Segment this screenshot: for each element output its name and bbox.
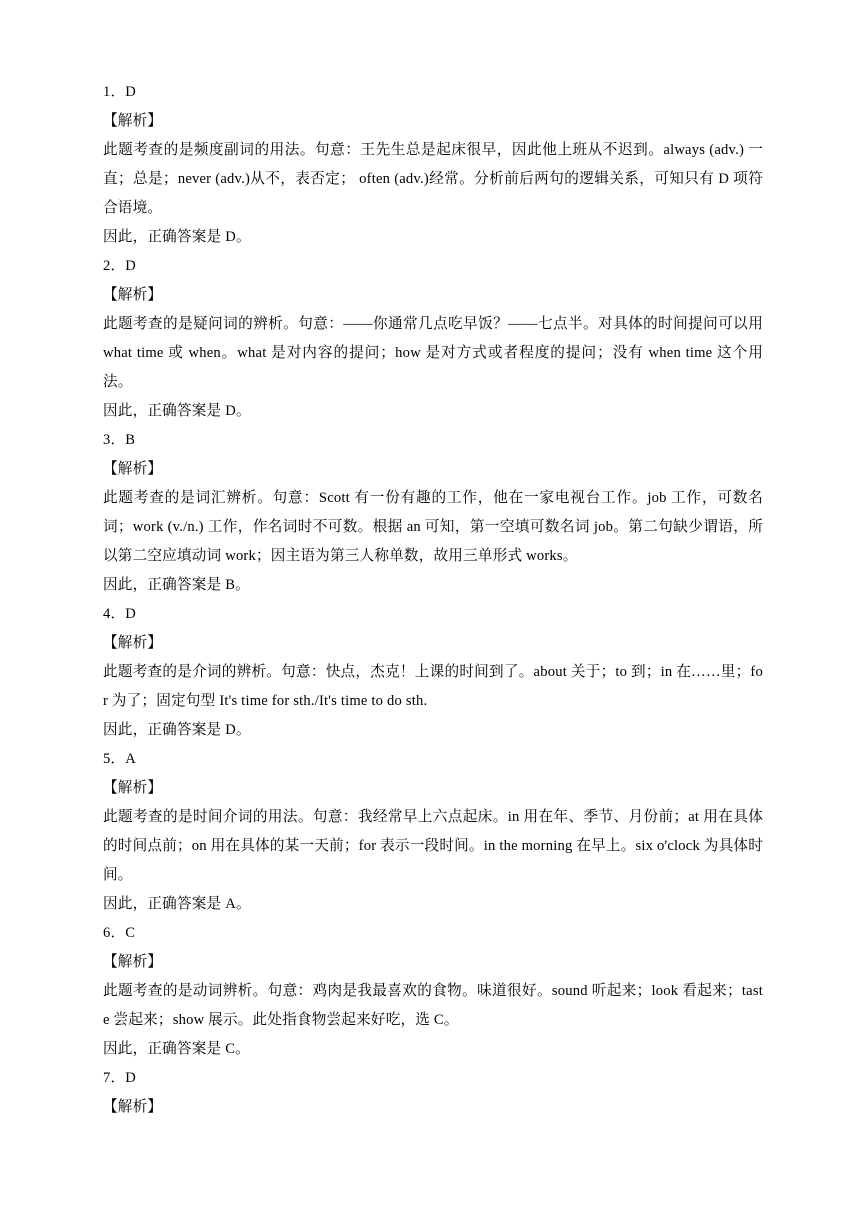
- analysis-tag: 【解析】: [103, 1099, 163, 1115]
- answer-number: 2．D: [103, 258, 137, 274]
- answer-conclusion: 因此，正确答案是 C。: [103, 1041, 250, 1057]
- analysis-tag: 【解析】: [103, 954, 163, 970]
- analysis-text: 此题考查的是频度副词的用法。句意：王先生总是起床很早，因此他上班从不迟到。always (adv.) 一直；总是；never (adv.)从不，表否定； often (adv.)经常。分析前后两句的逻辑关系，可知只有 D 项符合语境。: [103, 142, 763, 216]
- analysis-text: 此题考查的是时间介词的用法。句意：我经常早上六点起床。in 用在年、季节、月份前；at 用在具体的时间点前；on 用在具体的某一天前；for 表示一段时间。in the morning 在早上。six o'clock 为具体时间。: [103, 809, 763, 883]
- analysis-text: 此题考查的是词汇辨析。句意：Scott 有一份有趣的工作，他在一家电视台工作。job 工作，可数名词；work (v./n.) 工作，作名词时不可数。根据 an 可知，第一空填可数名词 job。第二句缺少谓语，所以第二空应填动词 work；因主语为第三人称单数，故用三单形式 works。: [103, 490, 763, 564]
- answer-conclusion: 因此，正确答案是 D。: [103, 403, 251, 419]
- analysis-tag: 【解析】: [103, 635, 163, 651]
- answer-item-4: [103, 600, 763, 745]
- answer-item-5: [103, 745, 763, 919]
- answer-conclusion: 因此，正确答案是 D。: [103, 229, 251, 245]
- answer-item-1: [103, 78, 763, 252]
- answer-item-3: [103, 426, 763, 600]
- answer-number: 5．A: [103, 751, 137, 767]
- answer-item-7: [103, 1064, 763, 1122]
- answer-key: [103, 78, 763, 1122]
- analysis-tag: 【解析】: [103, 113, 163, 129]
- answer-number: 7．D: [103, 1070, 137, 1086]
- answer-item-6: [103, 919, 763, 1064]
- answer-item-2: [103, 252, 763, 426]
- analysis-text: 此题考查的是疑问词的辨析。句意：——你通常几点吃早饭？——七点半。对具体的时间提问可以用 what time 或 when。what 是对内容的提问；how 是对方式或者程度的提问；没有 when time 这个用法。: [103, 316, 763, 390]
- answer-conclusion: 因此，正确答案是 A。: [103, 896, 251, 912]
- answer-number: 1．D: [103, 84, 137, 100]
- answer-conclusion: 因此，正确答案是 D。: [103, 722, 251, 738]
- answer-number: 4．D: [103, 606, 137, 622]
- analysis-text: 此题考查的是介词的辨析。句意：快点，杰克！上课的时间到了。about 关于；to 到；in 在……里；for 为了；固定句型 It's time for sth./It's time to do sth.: [103, 664, 763, 709]
- answer-conclusion: 因此，正确答案是 B。: [103, 577, 250, 593]
- analysis-tag: 【解析】: [103, 461, 163, 477]
- analysis-tag: 【解析】: [103, 780, 163, 796]
- answer-number: 3．B: [103, 432, 136, 448]
- analysis-tag: 【解析】: [103, 287, 163, 303]
- analysis-text: 此题考查的是动词辨析。句意：鸡肉是我最喜欢的食物。味道很好。sound 听起来；look 看起来；taste 尝起来；show 展示。此处指食物尝起来好吃，选 C。: [103, 983, 763, 1028]
- answer-number: 6．C: [103, 925, 136, 941]
